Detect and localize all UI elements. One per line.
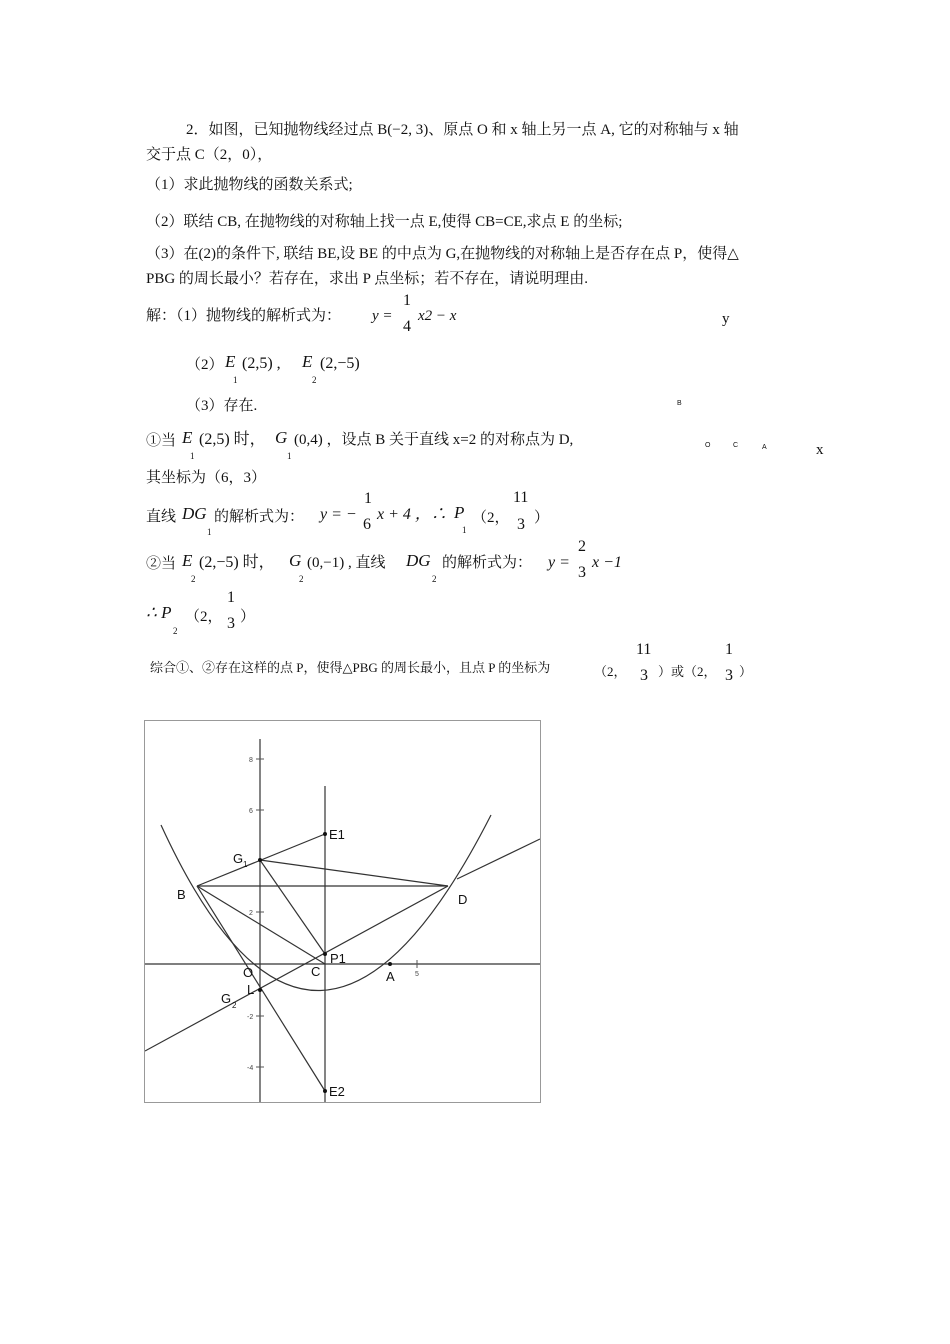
summary: 综合①、②存在这样的点 P，使得△PBG 的周长最小，且点 P 的坐标为 [150, 660, 551, 675]
summary-frac1-den: 3 [640, 667, 648, 684]
case-1-P: P [454, 503, 465, 522]
label-C: C [311, 964, 321, 979]
question-3-line-1: （3）在(2)的条件下, 联结 BE,设 BE 的中点为 G,在抛物线的对称轴上是否存在点 P，使得△ [146, 246, 739, 262]
question-2: （2）联结 CB, 在抛物线的对称轴上找一点 E,使得 CB=CE,求点 E 的坐标; [146, 214, 623, 230]
solution-1-prefix: 解：（1）抛物线的解析式为： [146, 308, 342, 324]
summary-frac1-num: 11 [636, 641, 652, 658]
line-DG2 [145, 886, 448, 1051]
line-extension [457, 839, 540, 879]
solution-1-tail: x2 − x [418, 308, 457, 324]
case-1-frac-num: 1 [364, 490, 372, 507]
point-G1 [258, 858, 262, 862]
label-G2-sub: 2 [232, 1001, 237, 1010]
side-label-B: B [677, 400, 682, 407]
segment-G1D [260, 860, 448, 886]
point-E2 [323, 1089, 327, 1093]
case-1-line-prefix: 直线 [146, 509, 177, 525]
case-2-prefix: ②当 [146, 556, 177, 572]
tick-y8: 8 [249, 757, 253, 764]
label-L: L [247, 982, 255, 997]
label-B: B [177, 887, 186, 902]
solution-2-e1-sub: 1 [233, 375, 238, 385]
case-2-P: ∴ P [146, 603, 172, 622]
segment-BC [197, 886, 325, 964]
case-2-line-tail: x −1 [592, 554, 622, 571]
fraction-denominator: 4 [403, 318, 411, 335]
tick-x5: 5 [415, 971, 419, 978]
side-label-C: C [733, 442, 739, 449]
case-1-P-sub: 1 [462, 525, 467, 535]
solution-2-e2-sub: 2 [312, 375, 317, 385]
case-2-P-sub: 2 [173, 626, 178, 636]
label-A: A [386, 969, 395, 984]
label-O: O [243, 965, 254, 980]
summary-frac2-num: 1 [725, 641, 733, 658]
case-2-E-sub: 2 [191, 574, 196, 584]
case-1-E: E [182, 428, 193, 447]
point-E1 [323, 832, 327, 836]
label-G1-sub: 1 [243, 860, 248, 869]
label-G2: G [221, 991, 232, 1006]
summary-frac2-den: 3 [725, 667, 733, 684]
point-G2 [258, 988, 262, 992]
case-1-P-frac-den: 3 [517, 516, 525, 533]
case-2-frac-num: 2 [578, 538, 586, 555]
label-D: D [458, 892, 468, 907]
case-1-G: G [275, 428, 288, 447]
case-2-DG-sub: 2 [432, 574, 437, 584]
side-label-O: O [705, 442, 711, 449]
problem-line-2: 交于点 C（2，0）， [146, 147, 273, 163]
solution-2-e1: E [225, 352, 236, 371]
solution-2-e2-value: (2,−5) [320, 355, 360, 372]
side-label-y: y [722, 311, 730, 327]
case-2-G: G [289, 551, 302, 570]
case-2-P-frac-den: 3 [227, 615, 235, 632]
case-1-E-sub: 1 [190, 451, 195, 461]
case-2-frac-den: 3 [578, 564, 586, 581]
tick-y-4: -4 [247, 1065, 254, 1072]
case-1-DG-sub: 1 [207, 527, 212, 537]
case-2-P-open: （2， [185, 609, 223, 625]
solution-1-formula: y = [372, 308, 393, 324]
side-label-A: A [762, 444, 767, 451]
summary-mid: ）或（2， [658, 664, 717, 679]
case-2-E-value: (2,−5) 时， [199, 554, 275, 571]
case-1-G-value: (0,4) ，设点 B 关于直线 x=2 的对称点为 D, [294, 432, 574, 448]
summary-close: ） [739, 664, 753, 679]
point-P1 [323, 952, 327, 956]
case-1-P-frac-num: 11 [513, 489, 529, 506]
case-1-prefix: ①当 [146, 433, 177, 449]
case-2-G-sub: 2 [299, 574, 304, 584]
case-1-line-mid: 的解析式为： [214, 509, 305, 525]
solution-3: （3）存在. [186, 398, 258, 414]
case-2-P-frac-num: 1 [227, 589, 235, 606]
case-2-E: E [182, 551, 193, 570]
point-A [388, 962, 392, 966]
side-label-x: x [816, 442, 824, 458]
label-P1: P1 [330, 951, 346, 966]
label-E2: E2 [329, 1084, 345, 1099]
solution-2-e1-value: (2,5) , [242, 355, 281, 372]
case-1-line-y: y = − [320, 506, 357, 523]
solution-2-e2: E [302, 352, 313, 371]
question-3-line-2: PBG 的周长最小？若存在，求出 P 点坐标；若不存在，请说明理由. [146, 271, 588, 287]
question-1: （1）求此抛物线的函数关系式; [146, 177, 353, 193]
case-2-line-y: y = [548, 554, 570, 571]
case-1-G-sub: 1 [287, 451, 292, 461]
label-E1: E1 [329, 827, 345, 842]
tick-y6: 6 [249, 808, 253, 815]
problem-line-1: 2．如图，已知抛物线经过点 B(−2, 3)、原点 O 和 x 轴上另一点 A, 它的对称轴与 x 轴 [186, 122, 739, 138]
tick-y-2: -2 [247, 1014, 254, 1021]
solution-2-prefix: （2） [186, 357, 224, 373]
case-1-E-value: (2,5) 时， [199, 431, 266, 448]
figure-canvas [145, 721, 540, 1102]
case-2-DG: DG [406, 551, 431, 570]
summary-open: （2， [594, 664, 627, 679]
case-1-DG: DG [182, 504, 207, 523]
case-2-G-value: (0,−1) , 直线 [307, 555, 386, 571]
label-G1: G [233, 851, 244, 866]
case-2-P-close: ） [240, 609, 256, 625]
geometry-figure [144, 720, 541, 1103]
line-DG1-lower [260, 860, 325, 954]
case-1-line-tail: x + 4 ，∴ [377, 506, 447, 523]
case-1-P-open: （2， [472, 510, 510, 526]
fraction-numerator: 1 [403, 292, 411, 309]
case-1-P-close: ） [534, 510, 550, 526]
case-2-line-mid: 的解析式为： [442, 555, 533, 571]
tick-y2: 2 [249, 910, 253, 917]
case-1-reflection: 其坐标为（6，3） [146, 470, 267, 486]
case-1-frac-den: 6 [363, 516, 371, 533]
